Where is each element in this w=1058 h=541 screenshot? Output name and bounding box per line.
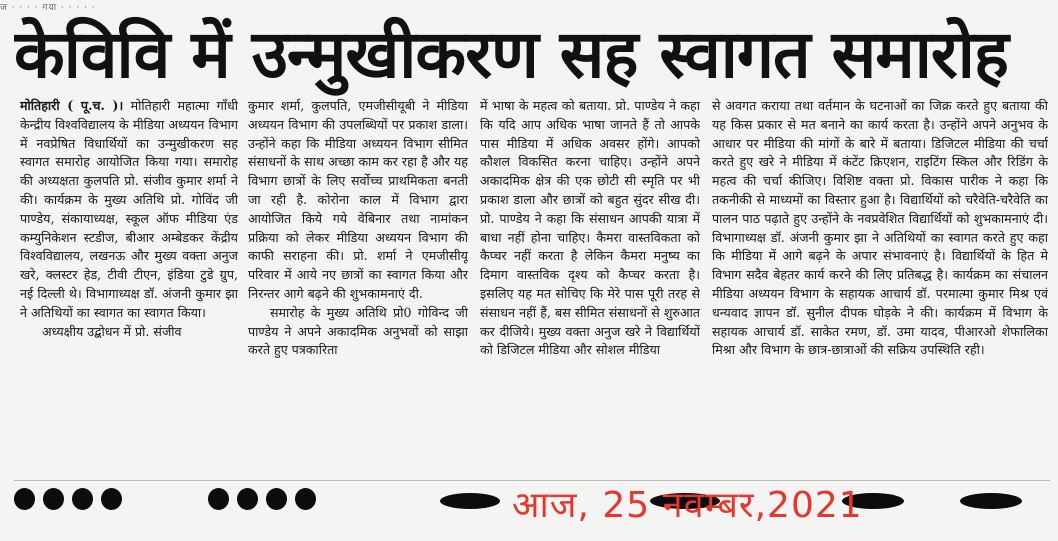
column-2-paragraph-1: कुमार शर्मा, कुलपति, एमजीसीयूबी ने मीडिया अध्ययन विभाग की उपलब्धियों पर प्रकाश डाला। उन्होंने कहा कि मीडिया अध्ययन विभाग सीमित संसाधनों के साथ अच्छा काम कर रहा है और यह विभाग छात्रों के लिए सर्वोच्च प्राथमिकता बनती जा रही है. कोरोना काल में विभाग द्वारा आयोजित किये गये वेबिनार तथा नामांकन प्रक्रिया को लेकर मीडिया अध्ययन विभाग की काफी सराहना की। प्रो. शर्मा ने एमजीसीयू परिवार में आये नए छात्रों का स्वागत किया और निरन्तर आगे बढ़ने की शुभकामनाएं दी. <box>248 98 468 301</box>
column-1-text-1: मोतिहारी महात्मा गाँधी केन्द्रीय विश्वविद्यालय के मीडिया अध्ययन विभाग में नवप्रेषित विधार्थियों का उन्मुखीकरण सह स्वागत समारोह आयोजित किया गया। समारोह की अध्यक्षता कुलपति प्रो. संजीव कुमार शर्मा ने की। कार्यक्रम के मुख्य अतिथि प्रो. गोविंद जी पाण्डेय, संकायाध्यक्ष, स्कूल ऑफ मीडिया एंड कम्युनिकेशन स्टडीज, बीआर अम्बेडकर केंद्रीय विश्वविद्यालय, लखनऊ और मुख्य वक्ता अनुज खरे, क्लस्टर हेड, टीवी टीएन, इंडिया टुडे ग्रुप, नई दिल्ली थे। विभागाध्यक्ष डॉ. अंजनी कुमार झा ने अतिथियों का स्वागत का स्वागत किया। <box>20 98 238 320</box>
column-3-paragraph-1: में भाषा के महत्व को बताया. प्रो. पाण्डेय ने कहा कि यदि आप अधिक भाषा जानते हैं तो आपके पास मीडिया में अधिक अवसर होंगे। आपको कौशल विकसित करना चाहिए। उन्होंने अपने अकादमिक क्षेत्र की एक छोटी सी स्मृति पर भी प्रकाश डाला और छात्रों को बहुत सुंदर सीख दी। प्रो. पाण्डेय ने कहा कि संसाधन आपकी यात्रा में बाधा नहीं होना चाहिए। कैमरा वास्तविकता को कैप्चर नहीं करता है लेकिन कैमरा मनुष्य का दिमाग वास्तविक दृश्य को कैप्चर करता है। इसलिए यह मत सोचिए कि मेरे पास पूरी तरह से संसाधन नहीं हैं, बस सीमित संसाधनों से शुरुआत कर दीजिये। मुख्य वक्ता अनुज खरे ने विद्यार्थियों को डिजिटल मीडिया और सोशल मीडिया <box>480 98 700 358</box>
redaction-oval <box>960 493 1022 509</box>
redaction-dot <box>101 488 122 510</box>
article-column-2 <box>248 97 468 480</box>
top-clipped-text: ज · · · · गया · · · · · <box>0 3 96 13</box>
headline: केविवि में उन्मुखीकरण सह स्वागत समारोह <box>14 16 1008 93</box>
redaction-dot <box>237 488 258 510</box>
redaction-oval <box>440 493 500 509</box>
redaction-dot <box>72 488 93 510</box>
column-4-paragraph-1: से अवगत कराया तथा वर्तमान के घटनाओं का जिक्र करते हुए बताया की यह किस प्रकार से मत बनाने का कार्य करता है। उन्होंने अपने अनुभव के आधार पर मीडिया की मांगों के बारे में बताया। डिजिटल मीडिया की चर्चा करते हुए खरे ने मीडिया में कंटेंट क्रिएशन, राइटिंग स्किल और रिडिंग के महत्व की चर्चा कीजिए। विशिष्ट वक्ता प्रो. विकास पारीक ने कहा कि तकनीकी से माध्यमों का विस्तार हुआ है। विद्यार्थियों को चरैवेति-चरैवेति का पालन पाठ पढ़ाते हुए उन्होंने के नवप्रवेशित विद्यार्थियों को शुभकामनाएं दी। विभागाध्यक्ष डॉ. अंजनी कुमार झा ने अतिथियों का स्वागत करते हुए कहा कि मीडिया में आगे बढ़ने के अपार संभावनाएं है। विद्यार्थियों के हित मे विभाग सदैव बेहतर कार्य करने की लिए प्रतिबद्ध है। कार्यक्रम का संचालन मीडिया अध्ययन विभाग के सहायक आचार्य डॉ. परमात्मा कुमार मिश्र एवं धन्यवाद ज्ञापन डॉ. सुनील दीपक घोड़के ने की। कार्यक्रम में विभाग के सहायक आचार्य डॉ. साकेत रमण, डॉ. उमा यादव, पीआरओ शेफालिका मिश्रा और विभाग के छात्र-छात्राओं की सक्रिय उपस्थिति रही। <box>712 98 1048 358</box>
article-column-1 <box>20 97 238 480</box>
redaction-dots-middle <box>208 488 316 514</box>
redaction-dot <box>266 488 287 510</box>
redaction-dot <box>208 488 229 510</box>
column-2-paragraph-2: समारोह के मुख्य अतिथि प्रो0 गोविन्द जी पाण्डेय ने अपने अकादमिक अनुभवों को साझा करते हुए पत्रकारिता <box>248 304 468 358</box>
redaction-dot <box>14 488 35 510</box>
publication-date: आज, 25 नवम्बर,2021 <box>512 485 863 526</box>
column-1-paragraph-2: अध्यक्षीय उद्बोधन में प्रो. संजीव <box>42 323 182 339</box>
article-column-4 <box>712 97 1048 480</box>
redaction-dots-left <box>14 488 122 514</box>
bottom-rule <box>14 480 1050 481</box>
redaction-dot <box>43 488 64 510</box>
redaction-dot <box>295 488 316 510</box>
article-column-3 <box>480 97 700 480</box>
column-1-paragraph-1 <box>20 97 238 323</box>
dateline: मोतिहारी ( पू.च. )। <box>20 98 124 113</box>
